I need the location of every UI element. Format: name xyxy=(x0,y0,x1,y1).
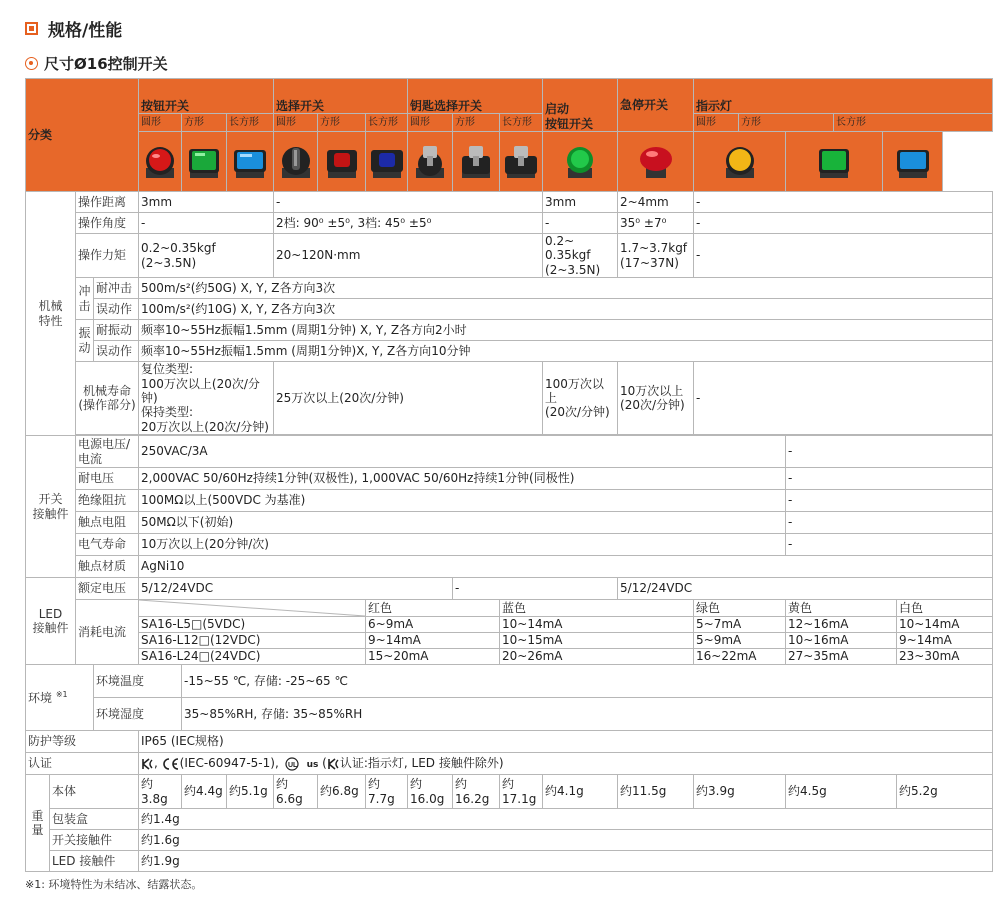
vibration-resist-label: 耐振动 xyxy=(94,320,139,341)
led-current-value: 10~15mA xyxy=(500,633,694,649)
footnote: ※1: 环境特性为未结冰、结露状态。 xyxy=(25,878,203,891)
weight-body-value: 约4.4g xyxy=(182,775,227,809)
product-start-button-green xyxy=(543,132,618,192)
vibration-label: 振 动 xyxy=(76,320,94,362)
spec-table xyxy=(25,78,993,872)
led-rated-value: 5/12/24VDC xyxy=(618,578,993,600)
contact-row-value: 10万次以上(20分钟/次) xyxy=(139,534,786,556)
weight-body-value: 约5.1g xyxy=(227,775,274,809)
led-current-value: 20~26mA xyxy=(500,649,694,665)
contact-material-value: AgNi10 xyxy=(139,556,993,578)
led-rated-label: 额定电压 xyxy=(76,578,139,600)
contact-row-value: 250VAC/3A xyxy=(139,436,786,468)
section-title xyxy=(25,16,122,41)
contact-row-value: 2,000VAC 50/60Hz持续1分钟(双极性), 1,000VAC 50/60Hz持续1分钟(同极性) xyxy=(139,468,786,490)
mech-life-value: 复位类型: 100万次以上(20次/分钟) 保持类型: 20万次以上(20次/分钟) xyxy=(139,362,274,435)
cert-text: 认证:指示灯, LED 接触件除外) xyxy=(339,756,504,771)
weight-body-value: 约3.9g xyxy=(694,775,786,809)
protection-label: 防护等级 xyxy=(26,731,139,753)
shock-label: 冲 击 xyxy=(76,278,94,320)
op-angle-label: 操作角度 xyxy=(76,213,139,234)
op-angle-value: - xyxy=(694,213,993,234)
shape-label: 长方形 xyxy=(227,114,274,132)
kc-mark-icon xyxy=(141,758,154,770)
weight-body-value: 约4.5g xyxy=(786,775,897,809)
op-force-label: 操作力矩 xyxy=(76,234,139,278)
cert-text: (IEC-60947-5-1), xyxy=(179,756,283,771)
shape-label: 方形 xyxy=(453,114,500,132)
contact-row-value: 50MΩ以下(初始) xyxy=(139,512,786,534)
shape-label: 长方形 xyxy=(366,114,408,132)
product-indicator-rect-blue xyxy=(883,132,943,192)
led-current-value: 10~14mA xyxy=(897,617,993,633)
env-humid-value: 35~85%RH, 存储: 35~85%RH xyxy=(182,698,993,731)
weight-box-value: 约1.4g xyxy=(139,809,993,830)
op-force-value: 1.7~3.7kgf (17~37N) xyxy=(618,234,694,278)
cert-text: , xyxy=(154,756,162,771)
contact-row-value: - xyxy=(786,534,993,556)
protection-value: IP65 (IEC规格) xyxy=(139,731,993,753)
product-emergency-stop xyxy=(618,132,694,192)
group-emergency-stop: 急停开关 xyxy=(618,79,694,132)
weight-switch-value: 约1.6g xyxy=(139,830,993,851)
led-current-value: 9~14mA xyxy=(366,633,500,649)
contact-row-value: - xyxy=(786,436,993,468)
contact-row-value: 100MΩ以上(500VDC 为基准) xyxy=(139,490,786,512)
led-current-value: 10~16mA xyxy=(786,633,897,649)
env-humid-label: 环境湿度 xyxy=(94,698,182,731)
led-current-label: 消耗电流 xyxy=(76,600,139,665)
op-force-value: 20~120N·mm xyxy=(274,234,543,278)
led-model: SA16-L12□(12VDC) xyxy=(139,633,366,649)
op-angle-value: 35⁰ ±7⁰ xyxy=(618,213,694,234)
led-current-value: 5~7mA xyxy=(694,617,786,633)
weight-body-value: 约7.7g xyxy=(366,775,408,809)
circle-bullet-icon xyxy=(25,57,38,70)
led-color-header: 白色 xyxy=(897,600,993,617)
cert-value: , (IEC-60947-5-1), UL us ( 认证:指示灯, LED 接触件除外) xyxy=(139,753,993,775)
weight-body-value: 约 16.0g xyxy=(408,775,453,809)
led-current-value: 9~14mA xyxy=(897,633,993,649)
cert-label: 认证 xyxy=(26,753,139,775)
product-selector-round xyxy=(274,132,318,192)
env-temp-value: -15~55 ℃, 存储: -25~65 ℃ xyxy=(182,665,993,698)
env-temp-label: 环境温度 xyxy=(94,665,182,698)
led-current-value: 15~20mA xyxy=(366,649,500,665)
kc-mark-icon xyxy=(327,758,340,770)
product-selector-square-red xyxy=(318,132,366,192)
shock-malfunction-label: 误动作 xyxy=(94,299,139,320)
led-color-header: 红色 xyxy=(366,600,500,617)
contact-material-label: 触点材质 xyxy=(76,556,139,578)
shape-label: 圆形 xyxy=(408,114,453,132)
weight-body-value: 约17.1g xyxy=(500,775,543,809)
group-push-button: 按钮开关 xyxy=(139,79,274,114)
contact-row-value: - xyxy=(786,490,993,512)
op-force-value: 0.2~ 0.35kgf (2~3.5N) xyxy=(543,234,618,278)
op-distance-value: 3mm xyxy=(139,192,274,213)
product-round-red xyxy=(139,132,182,192)
contact-row-label: 电气寿命 xyxy=(76,534,139,556)
led-current-value: 6~9mA xyxy=(366,617,500,633)
weight-body-label: 本体 xyxy=(50,775,139,809)
mech-life-value: 25万次以上(20次/分钟) xyxy=(274,362,543,435)
led-rated-value: - xyxy=(453,578,618,600)
led-current-value: 27~35mA xyxy=(786,649,897,665)
contact-row-label: 耐电压 xyxy=(76,468,139,490)
subsection-title-text: 尺寸Ø16控制开关 xyxy=(44,55,168,73)
subsection-title xyxy=(25,53,168,74)
shape-label: 圆形 xyxy=(139,114,182,132)
diagonal-cell xyxy=(139,600,366,617)
contact-row-label: 电源电压/ 电流 xyxy=(76,436,139,468)
shock-resist-label: 耐冲击 xyxy=(94,278,139,299)
weight-group-label: 重 量 xyxy=(26,775,50,872)
shock-resist-value: 500m/s²(约50G) X, Y, Z各方向3次 xyxy=(139,278,993,299)
weight-body-value: 约11.5g xyxy=(618,775,694,809)
shape-label: 圆形 xyxy=(694,114,739,132)
env-group-label xyxy=(26,665,94,731)
contact-row-label: 触点电阻 xyxy=(76,512,139,534)
square-bullet-icon xyxy=(25,22,38,35)
product-key-round xyxy=(408,132,453,192)
led-current-value: 23~30mA xyxy=(897,649,993,665)
op-angle-value: - xyxy=(543,213,618,234)
group-start-button: 启动 按钮开关 xyxy=(543,79,618,132)
contact-group-label: 开关 接触件 xyxy=(26,436,76,578)
cul-us-mark-icon xyxy=(283,757,307,771)
led-current-value: 16~22mA xyxy=(694,649,786,665)
led-model: SA16-L5□(5VDC) xyxy=(139,617,366,633)
shape-label: 圆形 xyxy=(274,114,318,132)
weight-body-value: 约6.8g xyxy=(318,775,366,809)
led-model: SA16-L24□(24VDC) xyxy=(139,649,366,665)
product-indicator-round-yellow xyxy=(694,132,786,192)
mech-life-label: 机械寿命 (操作部分) xyxy=(76,362,139,435)
contact-row-value: - xyxy=(786,468,993,490)
weight-body-value: 约 6.6g xyxy=(274,775,318,809)
led-color-header: 黄色 xyxy=(786,600,897,617)
op-force-value: 0.2~0.35kgf (2~3.5N) xyxy=(139,234,274,278)
svg-text:UL: UL xyxy=(287,761,297,769)
category-header: 分类 xyxy=(26,79,139,192)
group-indicator: 指示灯 xyxy=(694,79,993,114)
shape-label: 方形 xyxy=(182,114,227,132)
product-key-rect xyxy=(500,132,543,192)
shape-label: 长方形 xyxy=(500,114,543,132)
led-rated-value: 5/12/24VDC xyxy=(139,578,453,600)
vibration-resist-value: 频率10~55Hz振幅1.5mm (周期1分钟) X, Y, Z各方向2小时 xyxy=(139,320,993,341)
vibration-malfunction-value: 频率10~55Hz振幅1.5mm (周期1分钟)X, Y, Z各方向10分钟 xyxy=(139,341,993,362)
env-group-text: 环境 xyxy=(28,690,53,705)
shape-label: 方形 xyxy=(318,114,366,132)
shock-malfunction-value: 100m/s²(约10G) X, Y, Z各方向3次 xyxy=(139,299,993,320)
op-force-value: - xyxy=(694,234,993,278)
cert-us-text: us xyxy=(306,760,319,771)
ce-mark-icon xyxy=(162,758,180,770)
product-square-green xyxy=(182,132,227,192)
led-current-value: 5~9mA xyxy=(694,633,786,649)
mech-life-value: - xyxy=(694,362,993,435)
weight-body-value: 约16.2g xyxy=(453,775,500,809)
weight-body-value: 约4.1g xyxy=(543,775,618,809)
weight-body-value: 约 3.8g xyxy=(139,775,182,809)
led-color-header: 蓝色 xyxy=(500,600,694,617)
op-distance-value: 2~4mm xyxy=(618,192,694,213)
shape-label: 方形 xyxy=(739,114,834,132)
contact-row-value: - xyxy=(786,512,993,534)
weight-led-label: LED 接触件 xyxy=(50,851,139,872)
weight-led-value: 约1.9g xyxy=(139,851,993,872)
op-distance-value: - xyxy=(274,192,543,213)
weight-switch-label: 开关接触件 xyxy=(50,830,139,851)
group-selector: 选择开关 xyxy=(274,79,408,114)
section-title-text: 规格/性能 xyxy=(48,21,123,41)
mech-life-value: 10万次以上 (20次/分钟) xyxy=(618,362,694,435)
led-group-label: LED 接触件 xyxy=(26,578,76,665)
product-key-square xyxy=(453,132,500,192)
op-distance-label: 操作距离 xyxy=(76,192,139,213)
mech-life-value: 100万次以上 (20次/分钟) xyxy=(543,362,618,435)
op-distance-value: - xyxy=(694,192,993,213)
vibration-malfunction-label: 误动作 xyxy=(94,341,139,362)
shape-label: 长方形 xyxy=(834,114,993,132)
weight-box-label: 包装盒 xyxy=(50,809,139,830)
led-current-value: 12~16mA xyxy=(786,617,897,633)
product-indicator-square-green xyxy=(786,132,883,192)
contact-row-label: 绝缘阻抗 xyxy=(76,490,139,512)
weight-body-value: 约5.2g xyxy=(897,775,993,809)
product-rect-blue xyxy=(227,132,274,192)
op-distance-value: 3mm xyxy=(543,192,618,213)
mech-group-label: 机械 特性 xyxy=(26,192,76,436)
op-angle-value: 2档: 90⁰ ±5⁰, 3档: 45⁰ ±5⁰ xyxy=(274,213,543,234)
env-note-mark: ※1 xyxy=(55,689,68,699)
led-current-value: 10~14mA xyxy=(500,617,694,633)
group-key-selector: 钥匙选择开关 xyxy=(408,79,543,114)
led-color-header: 绿色 xyxy=(694,600,786,617)
product-selector-rect-blue xyxy=(366,132,408,192)
op-angle-value: - xyxy=(139,213,274,234)
